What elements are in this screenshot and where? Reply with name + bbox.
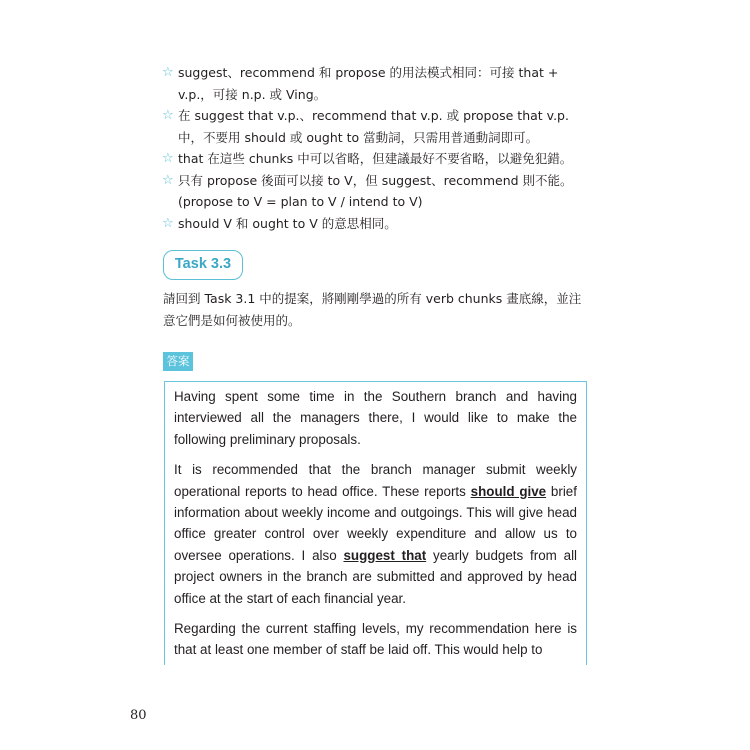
answer-text: yearly budgets from all project owners in the branch are submitted and approved by head office at the start of each financial year. (174, 547, 578, 606)
usage-note (162, 213, 592, 235)
star-outline-icon: ☆ (162, 172, 174, 188)
task-instructions: 請回到 Task 3.1 中的提案，將剛剛學過的所有 verb chunks 畫底線，並注意它們是如何被使用的。 (163, 291, 582, 328)
star-outline-icon: ☆ (162, 151, 174, 166)
answer-paragraph (174, 459, 577, 609)
usage-note (162, 62, 592, 105)
underlined-verb-chunk: should give (470, 483, 547, 499)
usage-note (162, 105, 592, 148)
usage-notes (162, 62, 592, 234)
usage-note-text: suggest、recommend 和 propose 的用法模式相同：可接 that + v.p.，可接 n.p. 或 Ving。 (178, 65, 559, 102)
answer-box (164, 381, 587, 665)
star-outline-icon: ☆ (162, 108, 174, 123)
usage-note-text: 在 suggest that v.p.、recommend that v.p. 或 propose that v.p. 中，不要用 should 或 ought to 當動詞，只需用普通動詞即可。 (178, 108, 569, 145)
answer-tag: 答案 (163, 352, 193, 371)
page-number: 80 (130, 708, 147, 723)
usage-note (162, 148, 592, 170)
answer-text: It is recommended that the branch manager submit weekly operational reports to head office. These reports (174, 462, 577, 499)
usage-note (162, 170, 592, 213)
task-label: Task 3.3 (163, 250, 243, 280)
answer-text: brief information about weekly income and outgoings. This will give head office greater control over weekly expenditure and allow us to oversee operations. I also (174, 483, 577, 563)
usage-note-text: that 在這些 chunks 中可以省略，但建議最好不要省略，以避免犯錯。 (178, 151, 573, 166)
answer-paragraph: Having spent some time in the Southern branch and having interviewed all the managers there, I would like to make the following preliminary proposals. (174, 389, 577, 447)
usage-note-text: should V 和 ought to V 的意思相同。 (178, 215, 397, 231)
usage-note-text: 只有 propose 後面可以接 to V，但 suggest、recommend 則不能。(propose to V = plan to V / intend to V) (178, 172, 573, 209)
star-outline-icon: ☆ (162, 215, 174, 231)
underlined-verb-chunk: suggest that (343, 547, 427, 563)
star-outline-icon: ☆ (162, 65, 174, 80)
answer-paragraph: Regarding the current staffing levels, my recommendation here is that at least one member of staff be laid off. This would help to (174, 621, 577, 658)
